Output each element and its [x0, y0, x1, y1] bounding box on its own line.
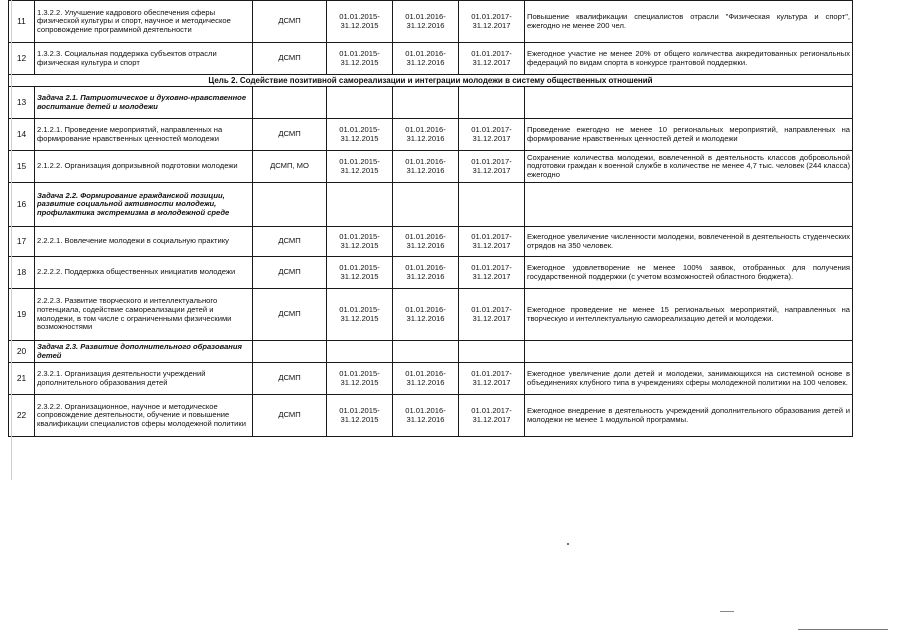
scan-speck	[720, 611, 734, 612]
period-2015: 01.01.2015-31.12.2015	[327, 363, 393, 395]
period-2016: 01.01.2016-31.12.2016	[393, 363, 459, 395]
target-indicator: Ежегодное участие не менее 20% от общего количества аккредитованных региональных федераций по видам спорта в конкурсе грантовой поддержки.	[525, 43, 853, 75]
row-number: 19	[9, 289, 35, 341]
table-body	[9, 1, 853, 437]
period-2016: 01.01.2016-31.12.2016	[393, 1, 459, 43]
row-number: 21	[9, 363, 35, 395]
period-2015: 01.01.2015-31.12.2015	[327, 119, 393, 151]
period-2015: 01.01.2015-31.12.2015	[327, 289, 393, 341]
target-indicator: Ежегодное увеличение численности молодежи, вовлеченной в деятельность студенческих отрядов на 350 человек.	[525, 227, 853, 257]
period-2017: 01.01.2017-31.12.2017	[459, 395, 525, 437]
empty-cell	[327, 87, 393, 119]
row-number: 14	[9, 119, 35, 151]
row-number: 22	[9, 395, 35, 437]
executor: ДСМП	[253, 363, 327, 395]
period-2015: 01.01.2015-31.12.2015	[327, 257, 393, 289]
row-number: 12	[9, 43, 35, 75]
scan-artifact	[11, 0, 12, 480]
task-row	[9, 87, 853, 119]
empty-cell	[459, 183, 525, 227]
target-indicator: Проведение ежегодно не менее 10 региональных мероприятий, направленных на формирование нравственных ценностей детей и молодежи	[525, 119, 853, 151]
empty-cell	[253, 183, 327, 227]
executor: ДСМП	[253, 227, 327, 257]
period-2015: 01.01.2015-31.12.2015	[327, 1, 393, 43]
period-2017: 01.01.2017-31.12.2017	[459, 43, 525, 75]
executor: ДСМП	[253, 43, 327, 75]
row-number: 16	[9, 183, 35, 227]
period-2016: 01.01.2016-31.12.2016	[393, 119, 459, 151]
activity-name: 2.2.2.2. Поддержка общественных инициатив молодежи	[35, 257, 253, 289]
document-page	[8, 0, 852, 437]
activity-name: 2.3.2.1. Организация деятельности учреждений дополнительного образования детей	[35, 363, 253, 395]
table-row	[9, 395, 853, 437]
executor: ДСМП	[253, 289, 327, 341]
table-row	[9, 119, 853, 151]
task-row	[9, 341, 853, 363]
period-2015: 01.01.2015-31.12.2015	[327, 151, 393, 183]
empty-cell	[327, 341, 393, 363]
table-row	[9, 43, 853, 75]
period-2016: 01.01.2016-31.12.2016	[393, 395, 459, 437]
empty-cell	[393, 341, 459, 363]
period-2016: 01.01.2016-31.12.2016	[393, 289, 459, 341]
executor: ДСМП	[253, 1, 327, 43]
period-2017: 01.01.2017-31.12.2017	[459, 1, 525, 43]
activity-name: 1.3.2.3. Социальная поддержка субъектов отрасли физическая культура и спорт	[35, 43, 253, 75]
table-row	[9, 1, 853, 43]
period-2016: 01.01.2016-31.12.2016	[393, 151, 459, 183]
period-2017: 01.01.2017-31.12.2017	[459, 363, 525, 395]
period-2015: 01.01.2015-31.12.2015	[327, 43, 393, 75]
executor: ДСМП	[253, 257, 327, 289]
empty-cell	[253, 87, 327, 119]
executor: ДСМП, МО	[253, 151, 327, 183]
row-number: 13	[9, 87, 35, 119]
row-number: 20	[9, 341, 35, 363]
empty-cell	[459, 341, 525, 363]
period-2015: 01.01.2015-31.12.2015	[327, 395, 393, 437]
period-2017: 01.01.2017-31.12.2017	[459, 289, 525, 341]
empty-cell	[393, 87, 459, 119]
program-activities-table	[8, 0, 853, 437]
period-2017: 01.01.2017-31.12.2017	[459, 151, 525, 183]
period-2017: 01.01.2017-31.12.2017	[459, 119, 525, 151]
target-indicator: Ежегодное внедрение в деятельность учреждений дополнительного образования детей и молодежи не менее 1 модульной программы.	[525, 395, 853, 437]
goal-heading: Цель 2. Содействие позитивной самореализации и интеграции молодежи в систему общественных отношений	[9, 75, 853, 87]
row-number: 17	[9, 227, 35, 257]
period-2016: 01.01.2016-31.12.2016	[393, 257, 459, 289]
empty-cell	[525, 341, 853, 363]
goal-row	[9, 75, 853, 87]
empty-cell	[253, 341, 327, 363]
scan-speck	[798, 629, 888, 630]
period-2017: 01.01.2017-31.12.2017	[459, 227, 525, 257]
table-row	[9, 257, 853, 289]
target-indicator: Сохранение количества молодежи, вовлеченной в деятельность классов добровольной подготовки граждан к военной службе в количестве не менее 4,7 тыс. человек (244 класса) ежегодно	[525, 151, 853, 183]
table-row	[9, 289, 853, 341]
table-row	[9, 363, 853, 395]
period-2015: 01.01.2015-31.12.2015	[327, 227, 393, 257]
task-heading: Задача 2.3. Развитие дополнительного образования детей	[35, 341, 253, 363]
executor: ДСМП	[253, 119, 327, 151]
row-number: 15	[9, 151, 35, 183]
target-indicator: Ежегодное проведение не менее 15 региональных мероприятий, направленных на творческую и интеллектуальную самореализацию детей и молодежи.	[525, 289, 853, 341]
period-2017: 01.01.2017-31.12.2017	[459, 257, 525, 289]
target-indicator: Ежегодное удовлетворение не менее 100% заявок, отобранных для получения государственной поддержки (с учетом возможностей областного бюджета).	[525, 257, 853, 289]
activity-name: 2.2.2.3. Развитие творческого и интеллектуального потенциала, содействие самореализации детей и молодежи, в том числе с ограниченными физическими возможностями	[35, 289, 253, 341]
period-2016: 01.01.2016-31.12.2016	[393, 227, 459, 257]
activity-name: 2.2.2.1. Вовлечение молодежи в социальную практику	[35, 227, 253, 257]
empty-cell	[459, 87, 525, 119]
table-row	[9, 151, 853, 183]
activity-name: 1.3.2.2. Улучшение кадрового обеспечения сферы физической культуры и спорт, научное и методическое сопровождение программной деятельности	[35, 1, 253, 43]
empty-cell	[525, 87, 853, 119]
activity-name: 2.1.2.1. Проведение мероприятий, направленных на формирование нравственных ценностей молодежи	[35, 119, 253, 151]
activity-name: 2.1.2.2. Организация допризывной подготовки молодежи	[35, 151, 253, 183]
target-indicator: Ежегодное увеличение доли детей и молодежи, занимающихся на системной основе в объединениях клубного типа в учреждениях сферы молодежной политики на 100 человек.	[525, 363, 853, 395]
target-indicator: Повышение квалификации специалистов отрасли "Физическая культура и спорт", ежегодно не менее 200 чел.	[525, 1, 853, 43]
activity-name: 2.3.2.2. Организационное, научное и методическое сопровождение деятельности, обучение и повышение квалификации специалистов сферы молодежной политики	[35, 395, 253, 437]
period-2016: 01.01.2016-31.12.2016	[393, 43, 459, 75]
empty-cell	[525, 183, 853, 227]
table-row	[9, 227, 853, 257]
task-heading: Задача 2.1. Патриотическое и духовно-нравственное воспитание детей и молодежи	[35, 87, 253, 119]
empty-cell	[327, 183, 393, 227]
task-row	[9, 183, 853, 227]
scan-speck	[567, 543, 569, 545]
row-number: 11	[9, 1, 35, 43]
executor: ДСМП	[253, 395, 327, 437]
row-number: 18	[9, 257, 35, 289]
empty-cell	[393, 183, 459, 227]
task-heading: Задача 2.2. Формирование гражданской позиции, развитие социальной активности молодежи, профилактика экстремизма в молодежной среде	[35, 183, 253, 227]
